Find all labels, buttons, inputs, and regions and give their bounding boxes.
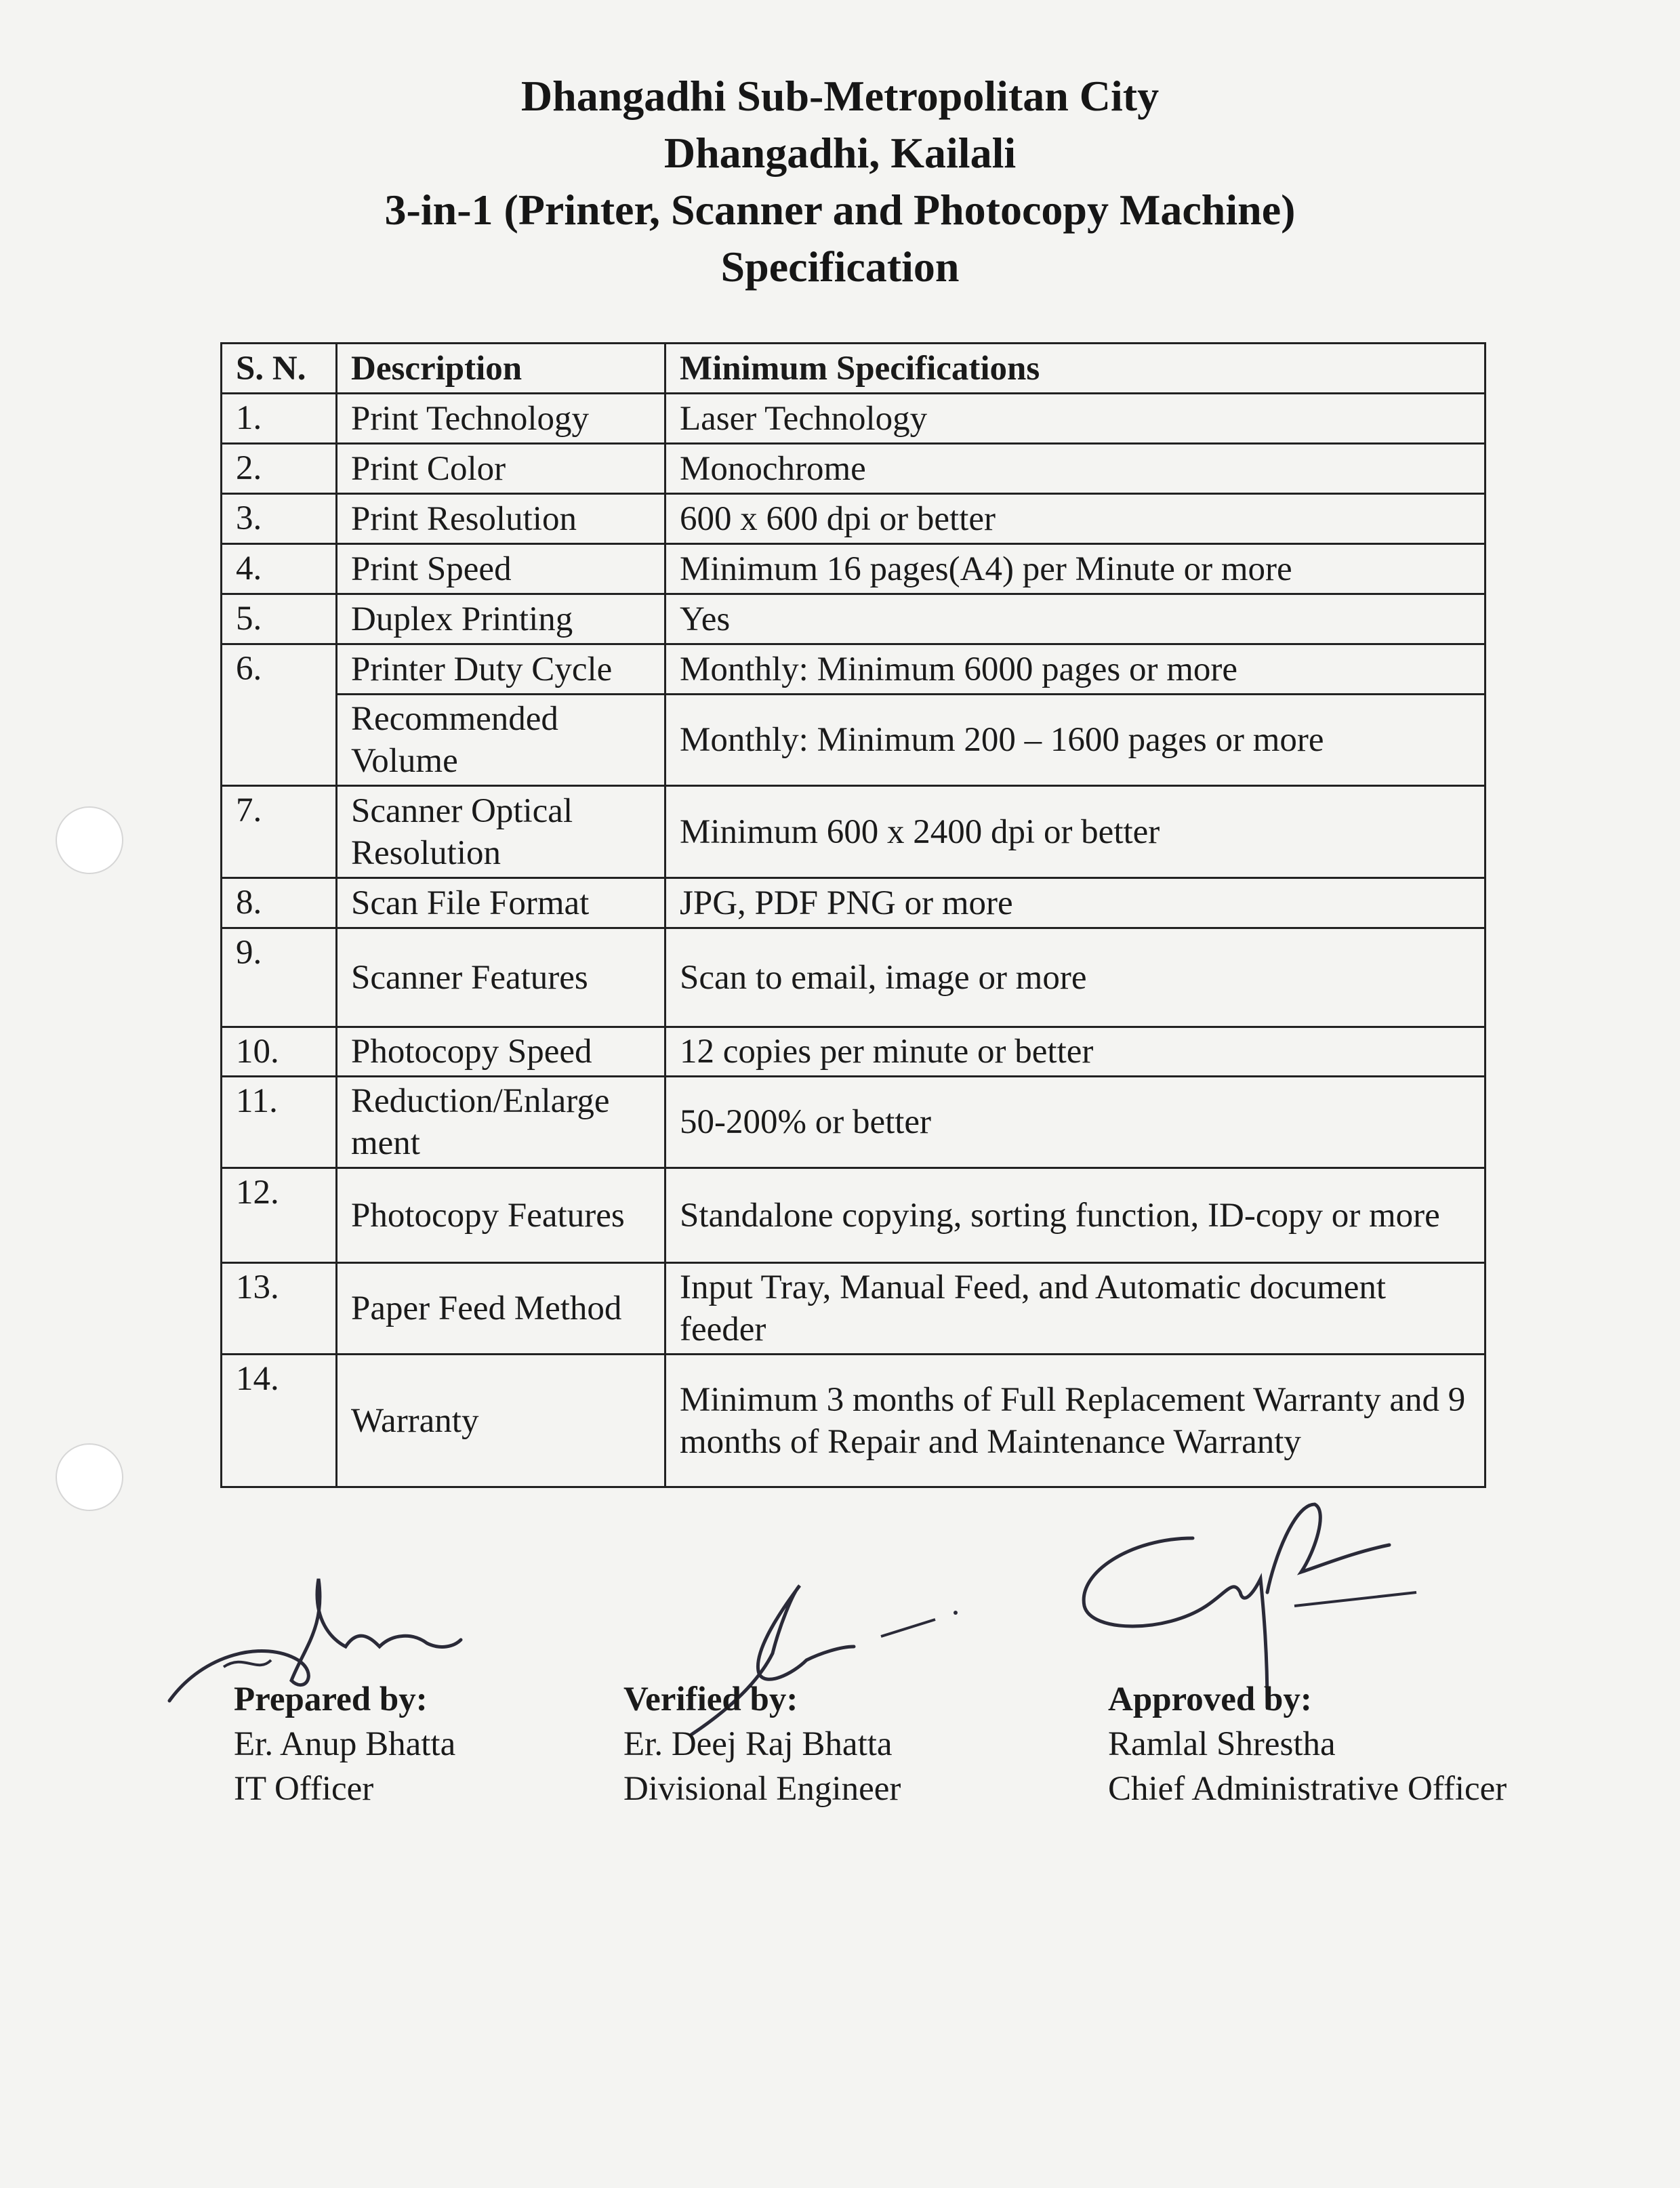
row-sn: 14. (222, 1355, 337, 1487)
table-row (222, 928, 1486, 1027)
row-sn: 9. (222, 928, 337, 1027)
table-row (222, 1263, 1486, 1355)
approved-by-name: Ramlal Shrestha (1108, 1725, 1336, 1763)
verified-by-block (623, 1677, 901, 1811)
row-sn: 3. (222, 494, 337, 544)
row-description: Photocopy Speed (337, 1027, 665, 1077)
prepared-by-label: Prepared by: (234, 1680, 428, 1718)
col-header-sn: S. N. (222, 344, 337, 394)
row-spec: Laser Technology (665, 394, 1486, 444)
row-sn: 7. (222, 786, 337, 878)
table-header-row (222, 344, 1486, 394)
row-sn: 4. (222, 544, 337, 594)
table-row (222, 1077, 1486, 1168)
table-row (222, 1027, 1486, 1077)
table-row (222, 444, 1486, 494)
row-spec: 600 x 600 dpi or better (665, 494, 1486, 544)
row-sn: 5. (222, 594, 337, 644)
document-header (0, 68, 1680, 295)
row-description: Print Speed (337, 544, 665, 594)
row-spec: Yes (665, 594, 1486, 644)
row-description: Duplex Printing (337, 594, 665, 644)
row-description: Printer Duty Cycle (337, 644, 665, 695)
table-row (222, 594, 1486, 644)
row-sn: 8. (222, 878, 337, 928)
punch-hole-bottom (56, 1443, 123, 1511)
row-spec: Input Tray, Manual Feed, and Automatic document feeder (665, 1263, 1486, 1355)
row-description: Photocopy Features (337, 1168, 665, 1263)
table-row (222, 695, 1486, 786)
table-row (222, 786, 1486, 878)
prepared-by-name: Er. Anup Bhatta (234, 1725, 456, 1763)
col-header-description: Description (337, 344, 665, 394)
prepared-by-block (234, 1677, 455, 1811)
row-sn: 2. (222, 444, 337, 494)
row-description: Scanner Optical Resolution (337, 786, 665, 878)
table-row (222, 1355, 1486, 1487)
row-spec: 50-200% or better (665, 1077, 1486, 1168)
row-description: Recommended Volume (337, 695, 665, 786)
col-header-spec: Minimum Specifications (665, 344, 1486, 394)
row-sn: 6. (222, 644, 337, 786)
row-spec: Monthly: Minimum 200 – 1600 pages or more (665, 695, 1486, 786)
row-description: Paper Feed Method (337, 1263, 665, 1355)
row-sn: 12. (222, 1168, 337, 1263)
prepared-by-title: IT Officer (234, 1770, 374, 1808)
org-name: Dhangadhi Sub-Metropolitan City (520, 72, 1160, 120)
doc-subject: 3-in-1 (Printer, Scanner and Photocopy Machine) (384, 186, 1296, 234)
row-spec: Monochrome (665, 444, 1486, 494)
row-spec: Minimum 3 months of Full Replacement Warranty and 9 months of Repair and Maintenance Warranty (665, 1355, 1486, 1487)
row-sn: 1. (222, 394, 337, 444)
row-sn: 10. (222, 1027, 337, 1077)
table-row (222, 644, 1486, 695)
verified-by-name: Er. Deej Raj Bhatta (623, 1725, 893, 1763)
table-row (222, 878, 1486, 928)
doc-title: Specification (720, 243, 960, 291)
approved-by-label: Approved by: (1108, 1680, 1312, 1718)
table-row (222, 1168, 1486, 1263)
row-sn: 13. (222, 1263, 337, 1355)
approved-by-block (1108, 1677, 1507, 1811)
row-description: Warranty (337, 1355, 665, 1487)
row-sn: 11. (222, 1077, 337, 1168)
verified-by-title: Divisional Engineer (623, 1770, 901, 1808)
row-description: Print Technology (337, 394, 665, 444)
table-row (222, 544, 1486, 594)
row-spec: Minimum 600 x 2400 dpi or better (665, 786, 1486, 878)
row-description: Scanner Features (337, 928, 665, 1027)
org-location: Dhangadhi, Kailali (663, 129, 1017, 177)
row-spec: Standalone copying, sorting function, ID-copy or more (665, 1168, 1486, 1263)
row-spec: Minimum 16 pages(A4) per Minute or more (665, 544, 1486, 594)
punch-hole-top (56, 806, 123, 874)
table-row (222, 394, 1486, 444)
row-description: Print Resolution (337, 494, 665, 544)
verified-by-label: Verified by: (623, 1680, 798, 1718)
approved-by-title: Chief Administrative Officer (1108, 1770, 1507, 1808)
row-description: Reduction/Enlarge ment (337, 1077, 665, 1168)
spec-table (220, 342, 1486, 1488)
row-description: Scan File Format (337, 878, 665, 928)
table-row (222, 494, 1486, 544)
row-description: Print Color (337, 444, 665, 494)
row-spec: Monthly: Minimum 6000 pages or more (665, 644, 1486, 695)
row-spec: JPG, PDF PNG or more (665, 878, 1486, 928)
row-spec: Scan to email, image or more (665, 928, 1486, 1027)
row-spec: 12 copies per minute or better (665, 1027, 1486, 1077)
